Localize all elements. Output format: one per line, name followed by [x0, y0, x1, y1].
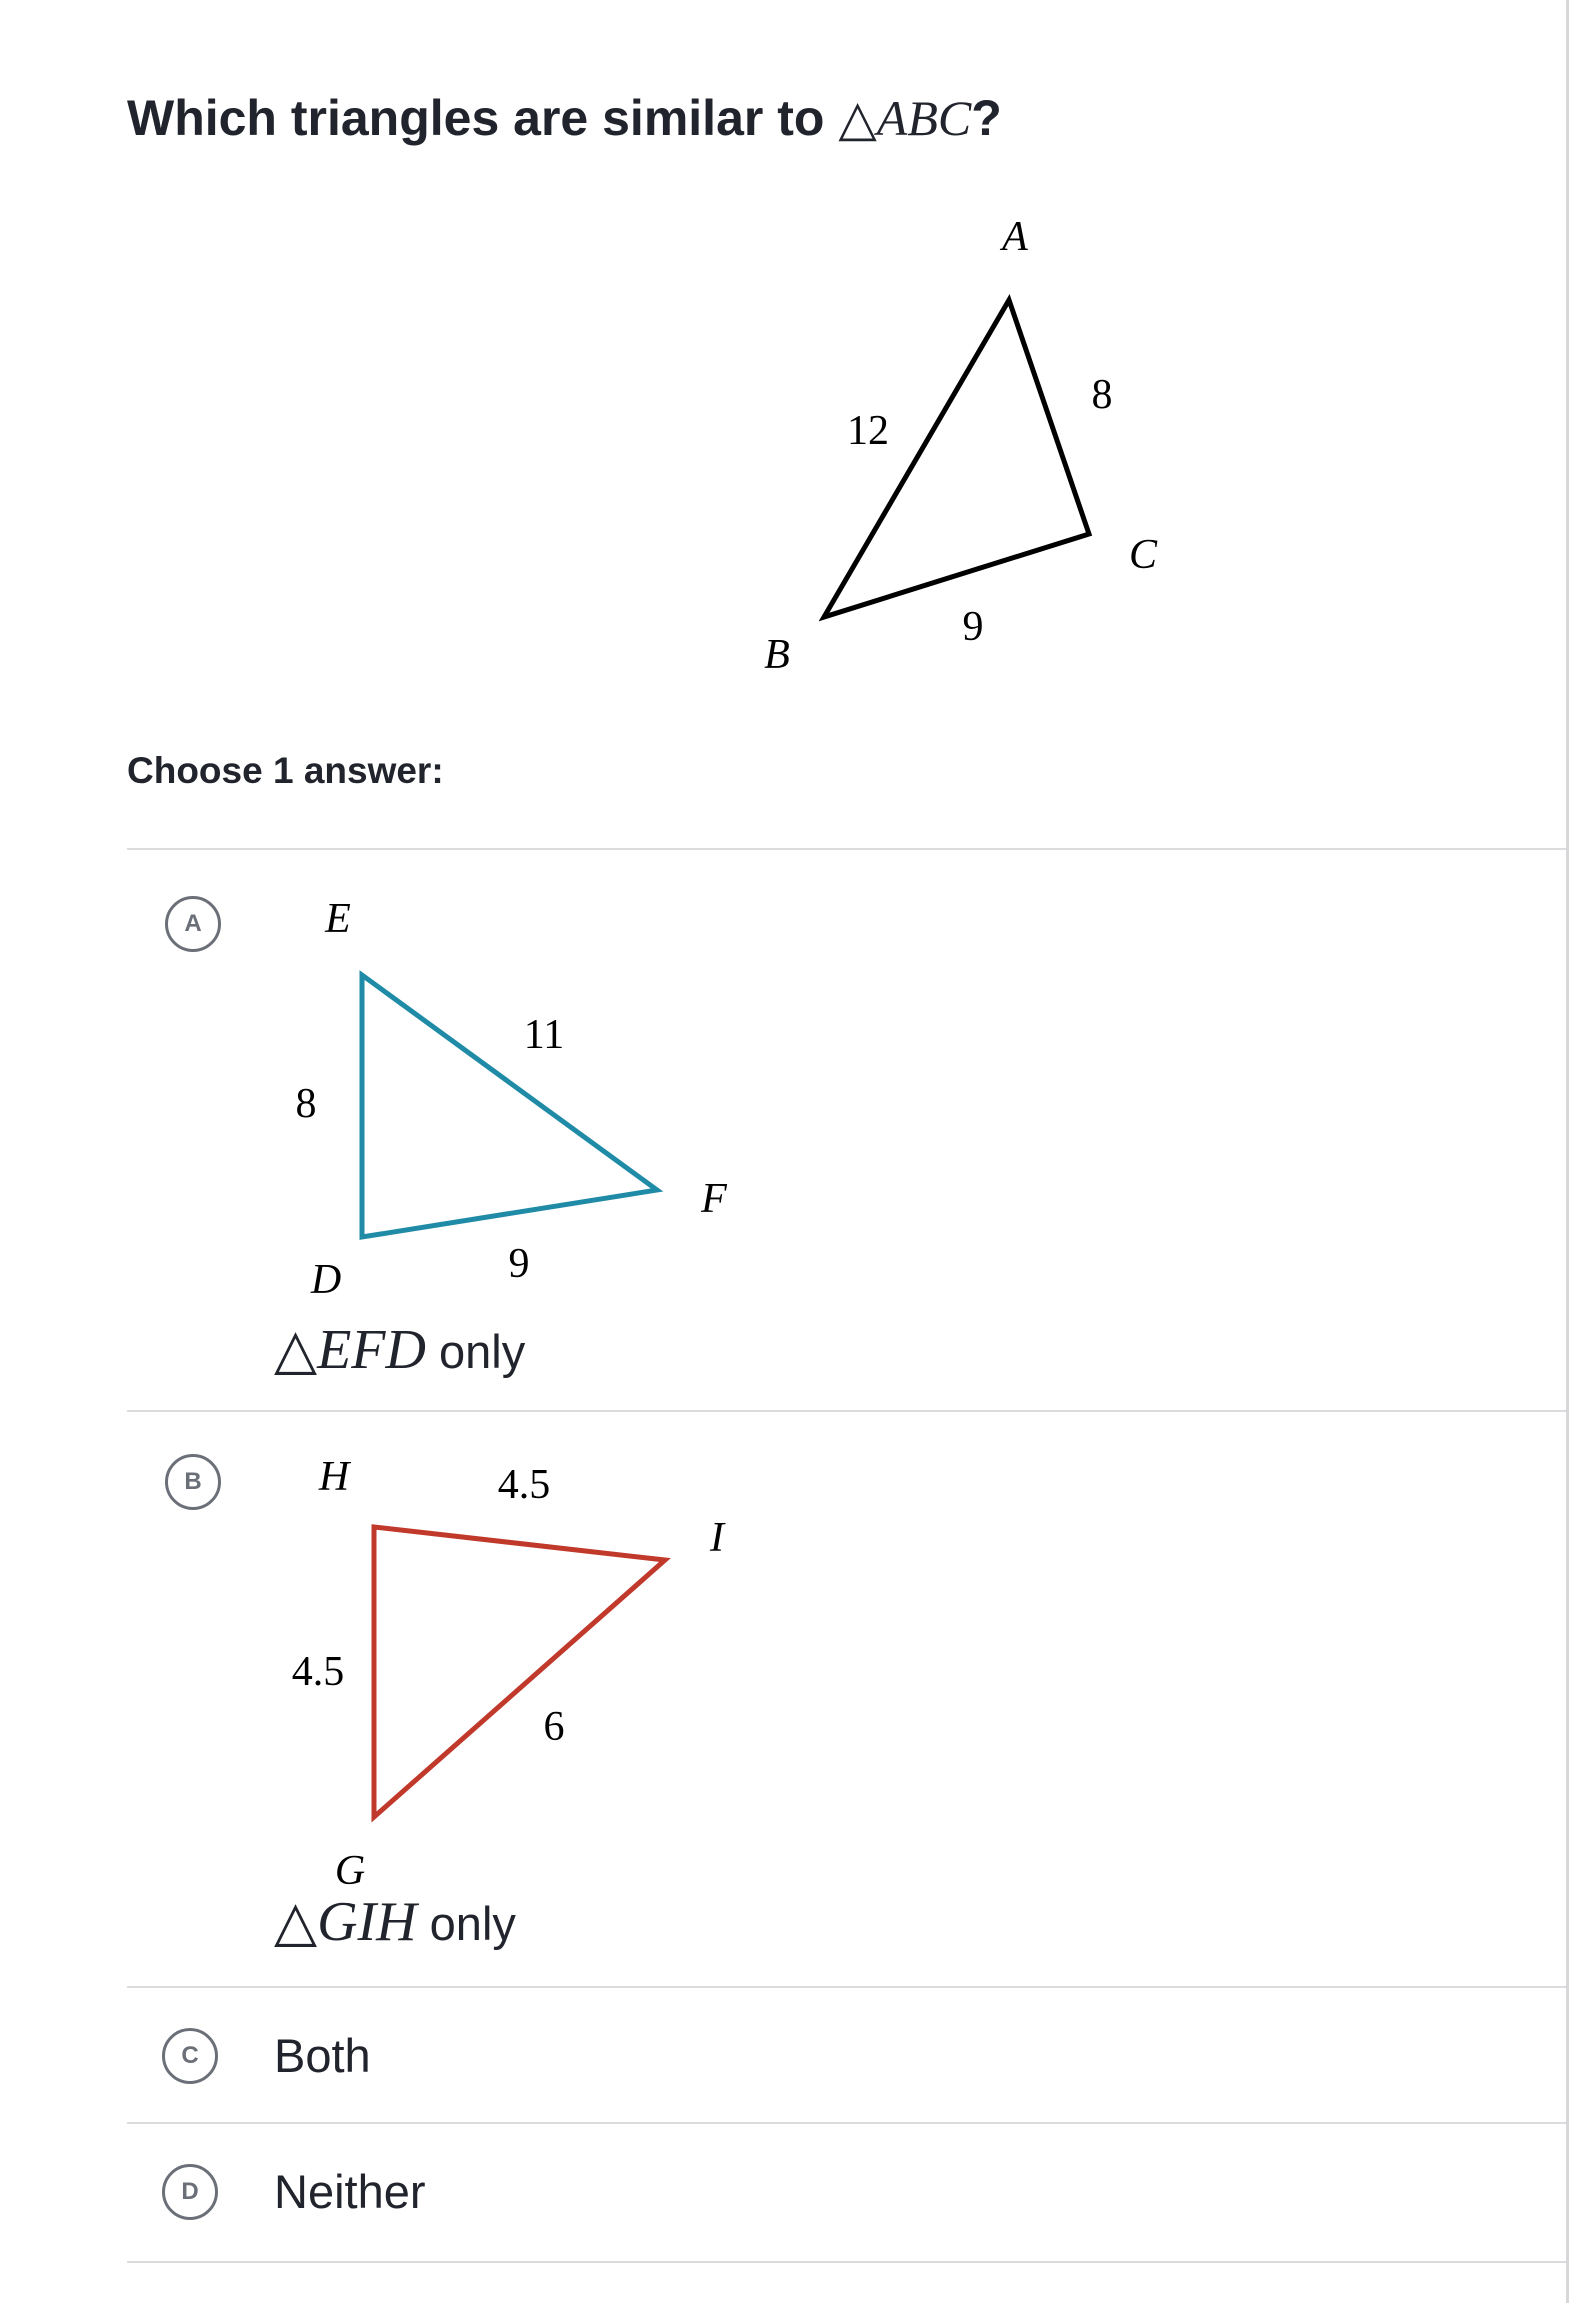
choose-prompt: Choose 1 answer:: [127, 750, 444, 791]
vertex-g-label: G: [334, 1848, 366, 1892]
choice-b-letter-circle[interactable]: B: [165, 1454, 221, 1510]
question-end: ?: [971, 90, 1002, 146]
choice-c-label: Both: [274, 2029, 371, 2082]
side-hg-label: 4.5: [291, 1649, 345, 1695]
vertex-d-label: D: [310, 1257, 342, 1303]
choice-b-suffix: only: [429, 1897, 516, 1950]
choice-c-letter-circle[interactable]: C: [162, 2028, 218, 2084]
side-ef-label: 11: [523, 1012, 565, 1058]
triangle-name: ABC: [876, 90, 972, 146]
triangle-gih-figure: [0, 1412, 800, 1892]
triangle-abc: [824, 300, 1089, 617]
choice-b-triangle-name: GIH: [317, 1891, 417, 1953]
choice-a-letter-circle[interactable]: A: [165, 896, 221, 952]
choice-b-caption: [274, 1892, 516, 1954]
vertex-e-label: E: [325, 896, 351, 942]
choice-b[interactable]: [0, 1412, 1566, 1986]
choice-a-math: [274, 1319, 426, 1381]
vertex-a-label: A: [1002, 214, 1028, 260]
choice-c[interactable]: [0, 1988, 1566, 2122]
triangle-abc-figure: [0, 0, 1566, 740]
vertex-b-label: B: [764, 632, 790, 678]
side-hi-label: 4.5: [497, 1462, 551, 1508]
side-ab-label: 12: [847, 408, 889, 454]
choice-a-triangle-symbol: △: [274, 1319, 318, 1381]
triangle-symbol: △: [838, 90, 877, 146]
choice-a[interactable]: [0, 850, 1566, 1410]
choice-a-triangle-name: EFD: [317, 1319, 426, 1381]
vertex-h-label: H: [318, 1454, 350, 1500]
choice-b-triangle-symbol: △: [274, 1891, 318, 1953]
triangle-efd-figure: [0, 850, 800, 1320]
choice-d[interactable]: [0, 2124, 1566, 2261]
side-ed-label: 8: [295, 1081, 317, 1127]
vertex-c-label: C: [1128, 532, 1158, 578]
side-df-label: 9: [508, 1241, 530, 1287]
choice-d-label: Neither: [274, 2165, 426, 2218]
choice-d-letter-circle[interactable]: D: [162, 2164, 218, 2220]
vertex-i-label: I: [710, 1515, 724, 1561]
side-ac-label: 8: [1091, 372, 1113, 418]
triangle-efd: [362, 975, 657, 1237]
side-bc-label: 9: [962, 604, 984, 650]
question-lead: Which triangles are similar to: [127, 90, 825, 146]
choice-a-caption: [274, 1320, 525, 1382]
side-gi-label: 6: [543, 1704, 565, 1750]
triangle-gih: [374, 1527, 665, 1817]
vertex-f-label: F: [701, 1176, 727, 1222]
divider-bottom: [127, 2261, 1566, 2263]
choice-b-math: [274, 1891, 417, 1953]
choice-a-suffix: only: [439, 1325, 526, 1378]
